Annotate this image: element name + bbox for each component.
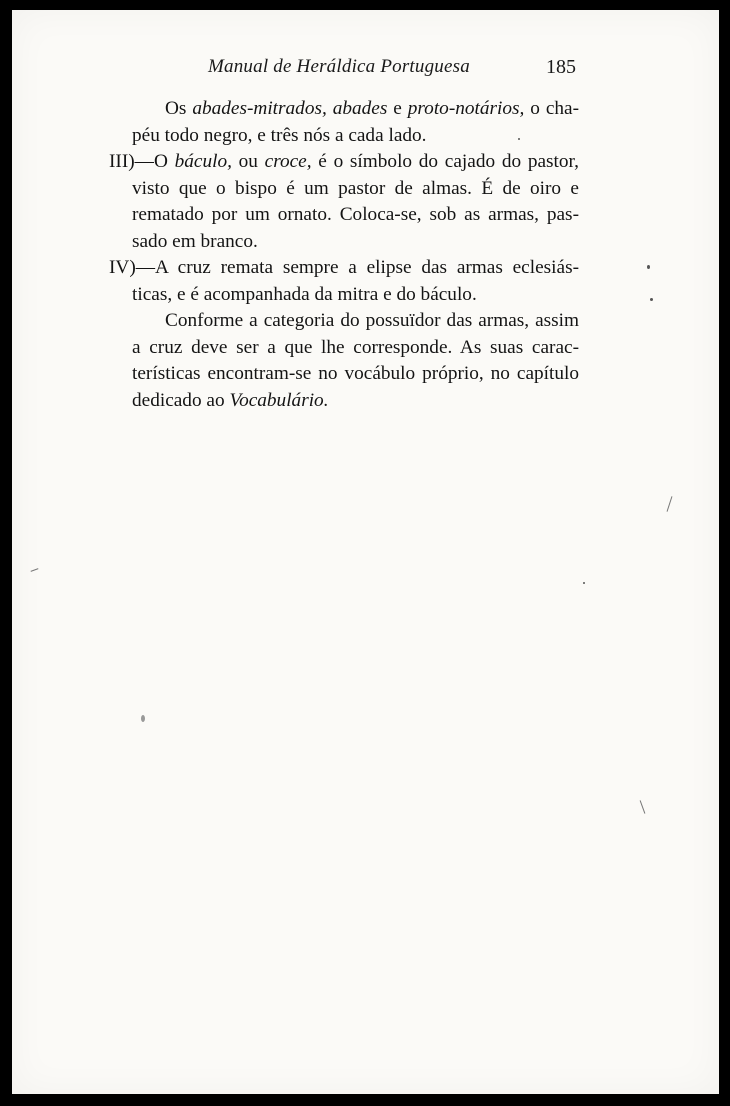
- text-line-11: terísticas encontram-se no vocábulo próprio, no capítulo: [132, 363, 579, 384]
- page-number: 185: [546, 56, 576, 78]
- text-line-1: Os abades-mitrados, abades e proto-notários, o cha-: [165, 98, 580, 119]
- text-line-2: péu todo negro, e três nós a cada lado.: [132, 125, 427, 146]
- text-line-10: a cruz deve ser a que lhe corresponde. As suas carac-: [132, 337, 579, 358]
- text-line-4: visto que o bispo é um pastor de almas. É de oiro e: [132, 178, 579, 199]
- text-line-12: dedicado ao Vocabulário.: [132, 390, 329, 411]
- text-line-7: IV)—A cruz remata sempre a elipse das armas eclesiás-: [109, 257, 579, 278]
- scan-mark: [640, 800, 646, 813]
- text-line-6: sado em branco.: [132, 231, 258, 252]
- book-page: [12, 10, 719, 1094]
- text-line-3: III)—O báculo, ou croce, é o símbolo do cajado do pastor,: [109, 151, 579, 172]
- scan-mark: [667, 496, 673, 512]
- text-line-8: ticas, e é acompanhada da mitra e do báculo.: [132, 284, 477, 305]
- scan-speck: [518, 138, 520, 140]
- running-title: Manual de Heráldica Portuguesa: [208, 56, 470, 77]
- scan-speck: [141, 715, 145, 722]
- running-head: [12, 56, 719, 86]
- scan-speck: [647, 265, 650, 269]
- scan-mark: [31, 568, 39, 572]
- scan-speck: [583, 582, 585, 584]
- text-line-5: rematado por um ornato. Coloca-se, sob as armas, pas-: [132, 204, 579, 225]
- scan-speck: [650, 298, 653, 301]
- text-line-9: Conforme a categoria do possuïdor das armas, assim: [165, 310, 579, 331]
